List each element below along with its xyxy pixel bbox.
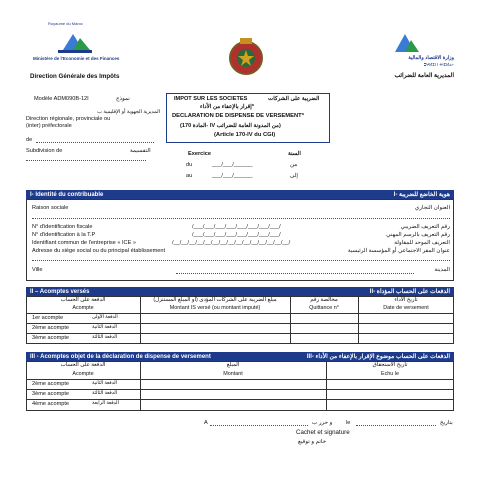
s2-col2-fr: Montant IS versé (ou montant imputé): [169, 305, 261, 311]
s2-row3-label-ar: الدفعة الثالثة: [92, 335, 118, 340]
subdivision-field[interactable]: [26, 160, 146, 161]
right-logo-ar-2: المديرية العامة للضرائب: [394, 73, 454, 79]
coat-of-arms-icon: [226, 36, 266, 80]
title-ar-1: الضريبة على الشركات: [268, 96, 320, 102]
title-fr-2: DECLARATION DE DISPENSE DE VERSEMENT*: [172, 113, 304, 119]
exercice-label: Exercice: [188, 151, 212, 157]
ministry-logo-right: [385, 30, 425, 55]
au-label: au: [186, 173, 193, 179]
section2-title: II – Acomptes versés: [30, 288, 90, 295]
s2-col2-ar: مبلغ الضريبة على الشركات المؤدى (أو المبلغ المستنزل): [153, 297, 277, 303]
tp-label: N° d'identification à la T.P: [32, 232, 96, 238]
s2-col3-ar: مخالصة رقم: [310, 297, 338, 303]
s3-row1-label-ar: الدفعة الثانية: [92, 381, 117, 386]
ice-label-ar: التعريف الموحد للمقاولة: [394, 240, 450, 246]
left-logo-caption-small: Royaume du Maroc: [48, 21, 83, 26]
s2-col4-ar: تاريخ الأداء: [394, 297, 418, 303]
place-label-ar: و حرر ب: [312, 420, 333, 426]
s2-col3-fr: Quittance n°: [309, 305, 339, 311]
cachet-label-ar: خاتم و توقيع: [298, 439, 327, 445]
if-label-ar: رقم التعريف الضريبي: [400, 224, 450, 230]
coat-of-arms: [226, 36, 266, 80]
s3-col3-fr: Echu le: [381, 371, 399, 377]
section3-title: III - Acomptes objet de la déclaration de dispense de versement: [30, 353, 211, 360]
s2-col1-ar: الدفعة على الحساب: [60, 297, 106, 303]
title-ar-3: (المادة 170- IV من المدونة العامة للضرائب): [180, 123, 281, 129]
section3-table: [26, 361, 454, 411]
ville-label: Ville: [32, 267, 43, 273]
title-fr-3: (Article 170-IV du CGI): [214, 132, 276, 138]
s2-row1-label-ar: الدفعة الأولى: [92, 315, 118, 320]
s3-col2-fr: Montant: [223, 371, 243, 377]
left-logo-caption: Ministère de l'Economie et des Finances: [33, 56, 120, 61]
ministry-emblem-right-icon: [385, 30, 425, 55]
right-logo-code: +ⵓⵖⵍⵉⵏ ⵏ ⵜⵏⵎⵍⴰ: [423, 62, 454, 67]
adresse-label: Adresse du siège social ou du principal établissement: [32, 248, 166, 254]
ville-field[interactable]: [176, 273, 414, 274]
s3-row2-label-ar: الدفعة الثالثة: [92, 391, 118, 396]
du-date-field[interactable]: ___/___/______: [212, 162, 253, 168]
section3-header: [26, 352, 454, 361]
place-field[interactable]: [210, 425, 308, 426]
section2-title-ar: II- الدفعات على الحساب المؤداة: [369, 289, 450, 295]
tp-label-ar: رقم التعريف بالرسم المهني: [386, 232, 450, 238]
place-prefix: A: [204, 420, 208, 426]
au-label-ar: إلى: [290, 173, 298, 179]
raison-sociale-field[interactable]: [32, 218, 450, 219]
adresse-label-ar: عنوان المقر الاجتماعي أو المؤسسة الرئيسية: [347, 248, 450, 254]
du-label: du: [186, 162, 193, 168]
s3-row3-label: 4ème acompte: [32, 401, 70, 407]
ville-label-ar: المدينة: [434, 267, 450, 273]
s3-row2-label: 3ème acompte: [32, 391, 70, 397]
adresse-field[interactable]: [32, 260, 450, 261]
s2-row2-label: 2ème acompte: [32, 325, 70, 331]
if-field[interactable]: /___/___/___/___/___/___/___/___/: [192, 224, 281, 230]
direction-label-ar: المديرية الجهوية أو الإقليمية ب: [97, 109, 160, 115]
s3-col1-fr: Acompte: [72, 371, 94, 377]
date-field[interactable]: [356, 425, 436, 426]
s2-row2-label-ar: الدفعة الثانية: [92, 325, 117, 330]
s3-row1-label: 2ème acompte: [32, 381, 70, 387]
title-ar-2: إقرار بالإعفاء من الأداء*: [200, 104, 255, 110]
direction-label-3: de: [26, 137, 33, 143]
section3-title-ar: III- الدفعات على الحساب موضوع الإقرار بالإعفاء من الأداء: [306, 354, 450, 360]
s3-row3-label-ar: الدفعة الرابعة: [92, 401, 119, 406]
section1-header: [26, 190, 454, 199]
cachet-label: Cachet et signature: [296, 429, 350, 436]
right-logo-ar-1: وزارة الاقتصاد والمالية: [408, 55, 454, 61]
s2-row1-label: 1er acompte: [32, 315, 64, 321]
direction-field[interactable]: [36, 142, 154, 143]
subdivision-label-ar: التقسيمة: [130, 148, 151, 154]
section1-title-ar: I- هوية الخاضع للضريبة: [393, 192, 450, 198]
tp-field[interactable]: /___/___/___/___/___/___/___/___/: [192, 232, 281, 238]
section2-header: [26, 287, 454, 296]
raison-sociale-label-ar: العنوان التجاري: [414, 205, 450, 211]
s3-col3-ar: تاريخ الاستحقاق: [372, 362, 408, 368]
model-code-ar: نموذج: [116, 96, 130, 102]
ice-label: Identifiant commun de l'entreprise « ICE »: [32, 240, 136, 246]
model-code: Modèle ADM090B-12I: [34, 96, 89, 102]
s2-col4-fr: Date de versement: [383, 305, 429, 311]
au-date-field[interactable]: ___/___/______: [212, 173, 253, 179]
section1-title: I- Identité du contribuable: [30, 191, 104, 198]
left-org-name: Direction Générale des Impôts: [30, 73, 120, 80]
exercice-label-ar: السنة: [288, 151, 301, 157]
date-label-ar: بتاريخ: [440, 420, 453, 426]
s3-col2-ar: المبلغ: [226, 362, 240, 368]
ministry-logo-left: [28, 20, 118, 80]
direction-label-2: (inter) préfectorale: [26, 123, 72, 129]
s2-row3-label: 3ème acompte: [32, 335, 70, 341]
raison-sociale-label: Raison sociale: [32, 205, 69, 211]
if-label: N° d'identification fiscale: [32, 224, 93, 230]
direction-label-1: Direction régionale, provinciale ou: [26, 116, 111, 122]
s2-col1-fr: Acompte: [72, 305, 94, 311]
subdivision-label: Subdivision de: [26, 148, 63, 154]
du-label-ar: من: [290, 162, 298, 168]
title-fr-1: IMPOT SUR LES SOCIETES: [174, 96, 248, 102]
ice-field[interactable]: /__/__/__/__/__/__/__/__/__/__/__/__/__/__/__/: [172, 240, 291, 246]
date-le-label: le: [346, 420, 351, 426]
s3-col1-ar: الدفعة على الحساب: [60, 362, 106, 368]
